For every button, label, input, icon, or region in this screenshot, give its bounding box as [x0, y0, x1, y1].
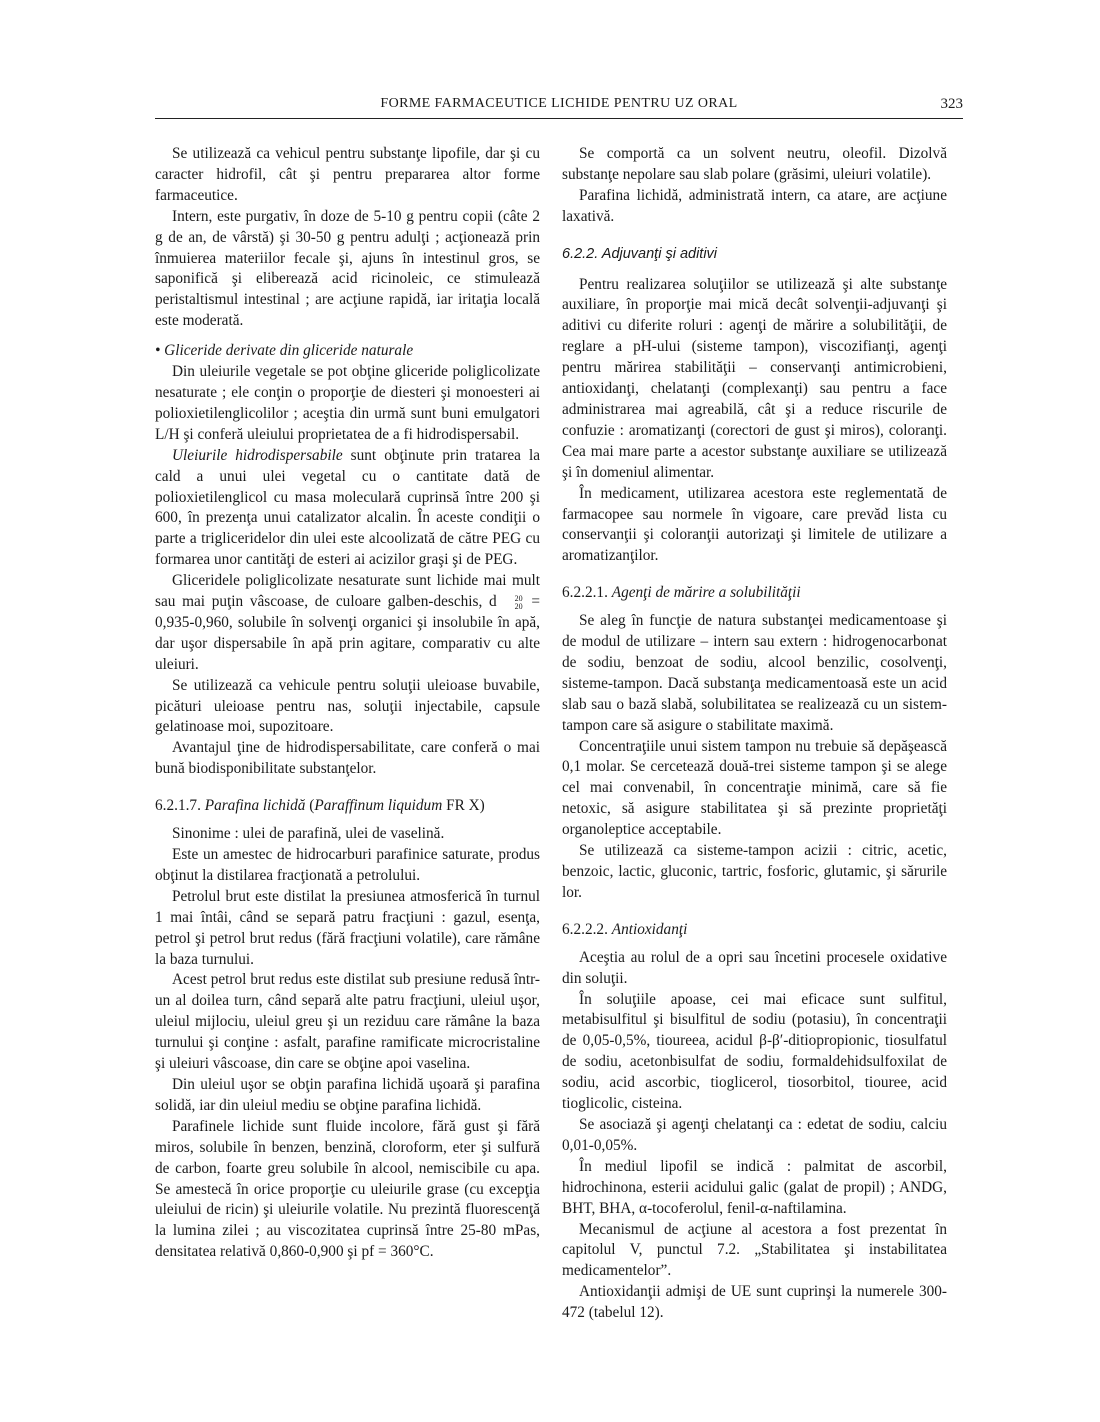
italic-term: Uleiurile hidrodispersabile — [172, 446, 343, 464]
paragraph: Se comportă ca un solvent neutru, oleofil. Dizolvă substanţe nepolare sau slab polare (grăsimi, uleiuri volatile). — [562, 145, 947, 183]
paragraph: Antioxidanţii admişi de UE sunt cuprinşi la numerele 300-472 (tabelul 12). — [562, 1283, 947, 1322]
paragraph — [155, 571, 540, 676]
paragraph: Se utilizează ca sisteme-tampon acizii : citric, acetic, benzoic, lactic, gluconic, tartric, fosforic, glutamic, şi sărurile lor. — [562, 842, 947, 901]
heading-paren-open: ( — [305, 797, 315, 815]
paragraph: Parafinele lichide sunt fluide incolore, fără gust şi fără miros, solubile în benzen, benzină, cloroform, eter şi sulfură de carbon, foarte greu solubile în alcool, nemiscibile cu apa. Se amestecă în orice proporţie cu uleiurile grase (cu excepţia uleiului de ricin) şi uleiurile volatile. Nu prezintă fluorescenţă la lumina zilei ; au viscozitatea cuprinsă între 25-80 mPas, densitatea relativă 0,860-0,900 şi pf = 360°C. — [155, 1117, 540, 1261]
paragraph: Mecanismul de acţiune al acestora a fost prezentat în capitolul V, punctul 7.2. „Stabilitatea şi instabilitatea medicamentelor”. — [562, 1220, 947, 1280]
paragraph: În medicament, utilizarea acestora este reglementată de farmacopee sau normele în vigoare, care prevăd lista cu conservanţii şi coloranţii autorizaţi şi limitele de utilizare a aromatizanţilor. — [562, 484, 947, 565]
page-number: 323 — [940, 96, 963, 112]
paragraph: Este un amestec de hidrocarburi parafinice saturate, produs obţinut la distilarea fracţionată a petrolului. — [155, 846, 540, 884]
paragraph: Sinonime : ulei de parafină, ulei de vaselină. — [172, 825, 445, 843]
heading-title: Antioxidanţi — [611, 920, 688, 938]
density-subscript: 20 — [514, 601, 523, 611]
heading-number: 6.2.2.2. — [562, 920, 612, 938]
paragraph: În mediul lipofil se indică : palmitat de ascorbil, hidrochinona, esterii acidului galic (galat de propil) ; ANDG, BHT, BHA, α-tocoferolul, fenil-α-naftilamina. — [562, 1157, 947, 1217]
paragraph: Petrolul brut este distilat la presiunea atmosferică în turnul 1 mai întâi, când se separă patru fracţiuni : gazul, esenţa, petrol şi petrol brut redus (fără fracţiuni volatile), care rămâne la baza turnului. — [155, 887, 540, 968]
paragraph: În soluţiile apoase, cei mai eficace sunt sulfitul, metabisulfitul şi bisulfitul de sodiu (potasiu), în concentraţii de 0,05-0,5%, tioureea, acidul β-β′-ditiopropionic, tiosulfatul de sodiu, acetonbisulfat de sodiu, formaldehidsulfoxilat de sodiu, acid ascorbic, tioglicerol, tiosorbitol, tiouree, acid tioglicolic, cisteina. — [562, 990, 947, 1113]
density-superscript: 20 — [514, 593, 523, 603]
paragraph: Pentru realizarea soluţiilor se utilizează şi alte substanţe auxiliare, în proporţie mai mică decât solvenţii-adjuvanţi şi aditivi cu diferite roluri : agenţi de mărire a solubilităţii, de reglare a pH-ului (sisteme tampon), viscozifianţi, agenţi pentru mărirea stabilităţii – conservanţi antimicrobieni, antioxidanţi, chelatanţi (complexanţi) sau pentru a face administrarea mai agreabilă, cât şi a reduce riscurile de confuzie : aromatizanţi (corectori de gust şi miros), coloranţi. Cea mai mare parte a acestor substanţe auxiliare se utilizează şi în domeniul alimentar. — [562, 275, 947, 481]
heading-paren-close: FR X) — [442, 797, 485, 815]
subsection-bullet-heading: • Gliceride derivate din gliceride naturale — [155, 342, 414, 360]
paragraph: Se aleg în funcţie de natura substanţei medicamentoase şi de modul de utilizare – intern sau extern : hidrogenocarbonat de sodiu, benzoat de sodiu, alcool benzilic, cosolvenţi, sisteme-tampon. Dacă substanţa medicamentoasă este un acid slab sau o bază slabă, solubilitatea se realizează cu un sistem-tampon care să asigure o stabilitate maximă. — [562, 612, 947, 734]
section-heading-6-2-2-2 — [562, 920, 947, 941]
page-header — [155, 96, 963, 119]
section-heading-6-2-2-1 — [562, 583, 947, 604]
paragraph: Concentraţiile unui sistem tampon nu trebuie să depăşească 0,1 molar. Se cercetează două-trei sisteme tampon şi se alege cel mai convenabil, în concentraţie minimă, care să fie netoxic, să asigure stabilitatea şi să prezinte proprietăţi organoleptice acceptabile. — [562, 737, 947, 839]
paragraph: Din uleiurile vegetale se pot obţine gliceride poliglicolizate nesaturate ; ele conţin o proporţie de diesteri şi monoesteri ai polioxietilenglicolilor ; aceştia din urmă sunt buni emulgatori L/H şi conferă uleiului proprietatea de a fi hidrodispersabil. — [155, 363, 540, 443]
heading-number: 6.2.2.1. — [562, 584, 612, 602]
paragraph-text: = 0,935-0,960, solubile în solvenţi organici şi insolubile în apă, dar uşor dispersabile în apă prin agitare, comparativ cu alte uleiuri. — [155, 593, 540, 673]
paragraph: Se utilizează ca vehicule pentru soluţii uleioase buvabile, picături uleioase pentru nas, soluţii injectabile, capsule gelatinoase moi, supozitoare. — [155, 676, 540, 736]
paragraph: Acest petrol brut redus este distilat sub presiune redusă într-un al doilea turn, când separă alte patru fracţiuni, uleiul uşor, uleiul mijlociu, uleiul greu şi un reziduu care rămâne la baza turnului şi conţine : asfalt, parafine ramificate microcristaline şi uleiuri vâscoase, din care se obţine apoi vaselina. — [155, 971, 540, 1073]
paragraph: Intern, este purgativ, în doze de 5-10 g pentru copii (câte 2 g de an, de vârstă) şi 30-50 g pentru adulţi ; acţionează prin înmuierea materiilor fecale şi, ajuns în intestinul gros, se saponifică şi eliberează acid ricinoleic, ce stimulează peristaltismul intestinal ; are acţiune rapidă, iar iritaţia locală este moderată. — [155, 207, 540, 330]
density-index — [498, 595, 523, 611]
right-column — [562, 144, 947, 1324]
left-column — [155, 144, 540, 1263]
paragraph: Se utilizează ca vehicul pentru substanţe lipofile, dar şi cu caracter hidrofil, cât şi pentru prepararea altor forme farmaceutice. — [155, 145, 540, 204]
heading-title: Parafina lichidă — [204, 797, 306, 815]
paragraph: Din uleiul uşor se obţin parafina lichidă uşoară şi parafina solidă, iar din uleiul mediu se obţine parafina lichidă. — [155, 1075, 540, 1114]
section-heading-6-2-2: 6.2.2. Adjuvanţi şi aditivi — [562, 245, 718, 262]
paragraph-text: sunt obţinute prin tratarea la cald a unui ulei vegetal cu o cantitate dată de polioxietilenglicol cu masa moleculară cuprinsă între 200 şi 600, în prezenţa unui catalizator alcalin. În aceste condiţii o parte a trigliceridelor din ulei este alcoolizată de către PEG cu formarea unor cantităţi de esteri ai acizilor graşi şi de PEG. — [155, 446, 541, 569]
paragraph: Se asociază şi agenţi chelatanţi ca : edetat de sodiu, calciu 0,01-0,05%. — [562, 1115, 947, 1154]
paragraph: Avantajul ţine de hidrodispersabilitate, care conferă o mai bună biodisponibilitate substanţelor. — [155, 739, 540, 778]
running-title: FORME FARMACEUTICE LICHIDE PENTRU UZ ORAL — [380, 96, 738, 111]
section-heading-6-2-1-7 — [155, 796, 540, 817]
paragraph: Aceştia au rolul de a opri sau încetini procesele oxidative din soluţii. — [562, 948, 947, 987]
paragraph — [155, 446, 540, 571]
heading-number: 6.2.1.7. — [155, 797, 205, 815]
paragraph: Parafina lichidă, administrată intern, ca atare, are acţiune laxativă. — [562, 186, 947, 225]
heading-title: Agenţi de mărire a solubilităţii — [611, 584, 801, 602]
heading-latin-name: Paraffinum liquidum — [314, 797, 443, 815]
paragraph-text: Gliceridele poliglicolizate nesaturate sunt lichide mai mult sau mai puţin vâscoase, de culoare galben-deschis, d — [155, 572, 540, 611]
